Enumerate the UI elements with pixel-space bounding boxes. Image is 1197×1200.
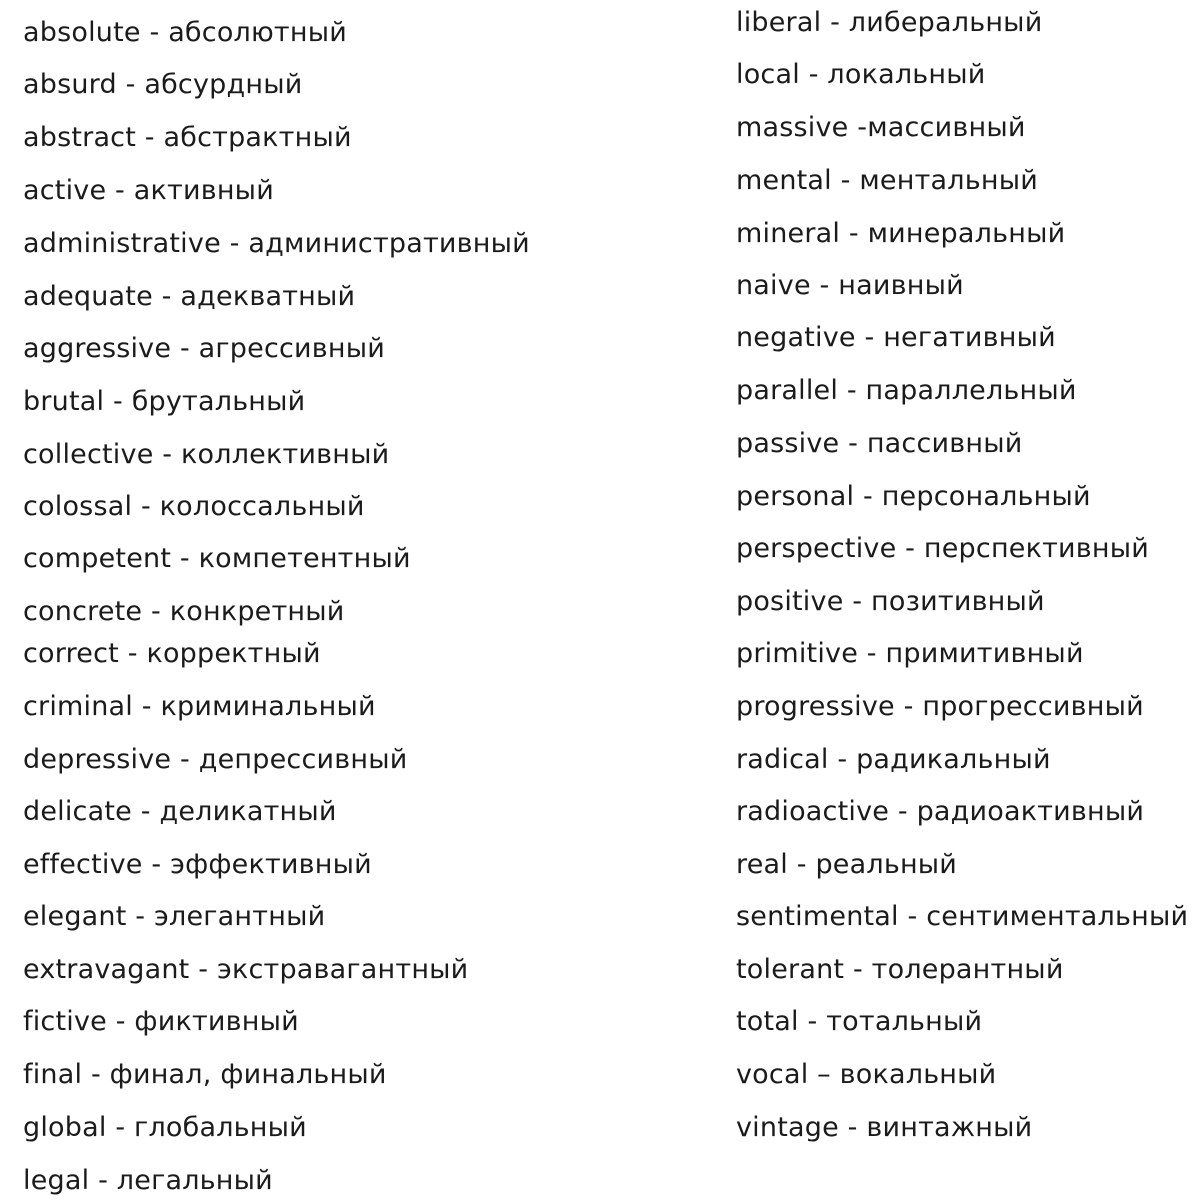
word-pair: positive - позитивный bbox=[736, 586, 1045, 617]
word-pair: abstract - абстрактный bbox=[23, 122, 352, 153]
word-pair: extravagant - экстравагантный bbox=[23, 954, 469, 985]
word-pair: mental - ментальный bbox=[736, 165, 1038, 196]
word-pair: depressive - депрессивный bbox=[23, 744, 408, 775]
word-pair: aggressive - агрессивный bbox=[23, 333, 386, 364]
word-pair: adequate - адекватный bbox=[23, 281, 356, 312]
word-pair: absolute - абсолютный bbox=[23, 17, 347, 48]
word-pair: vocal – вокальный bbox=[736, 1059, 997, 1090]
word-pair: absurd - абсурдный bbox=[23, 69, 303, 100]
word-pair: primitive - примитивный bbox=[736, 638, 1084, 669]
word-pair: progressive - прогрессивный bbox=[736, 691, 1144, 722]
word-pair: competent - компетентный bbox=[23, 543, 411, 574]
word-pair: legal - легальный bbox=[23, 1165, 273, 1196]
word-pair: tolerant - толерантный bbox=[736, 954, 1064, 985]
word-pair: real - реальный bbox=[736, 849, 958, 880]
word-pair: parallel - параллельный bbox=[736, 375, 1077, 406]
word-pair: personal - персональный bbox=[736, 481, 1091, 512]
word-pair: radioactive - радиоактивный bbox=[736, 796, 1145, 827]
word-pair: active - активный bbox=[23, 175, 274, 206]
word-pair: radical - радикальный bbox=[736, 744, 1051, 775]
word-pair: brutal - брутальный bbox=[23, 386, 306, 417]
word-pair: mineral - минеральный bbox=[736, 218, 1066, 249]
word-pair: perspective - перспективный bbox=[736, 533, 1150, 564]
word-pair: naive - наивный bbox=[736, 270, 964, 301]
word-pair: delicate - деликатный bbox=[23, 796, 337, 827]
word-pair: sentimental - сентиментальный bbox=[736, 901, 1189, 932]
word-pair: elegant - элегантный bbox=[23, 901, 326, 932]
word-pair: collective - коллективный bbox=[23, 439, 390, 470]
word-pair: final - финал, финальный bbox=[23, 1059, 387, 1090]
word-pair: concrete - конкретный bbox=[23, 596, 345, 627]
word-pair: vintage - винтажный bbox=[736, 1112, 1033, 1143]
word-pair: administrative - административный bbox=[23, 228, 530, 259]
word-pair: colossal - колоссальный bbox=[23, 491, 365, 522]
word-pair: effective - эффективный bbox=[23, 849, 372, 880]
word-pair: passive - пассивный bbox=[736, 428, 1023, 459]
word-pair: liberal - либеральный bbox=[736, 7, 1043, 38]
word-pair: local - локальный bbox=[736, 59, 986, 90]
word-pair: massive -массивный bbox=[736, 112, 1026, 143]
word-pair: correct - корректный bbox=[23, 638, 321, 669]
word-pair: global - глобальный bbox=[23, 1112, 307, 1143]
word-pair: fictive - фиктивный bbox=[23, 1006, 299, 1037]
word-pair: negative - негативный bbox=[736, 322, 1056, 353]
word-pair: criminal - криминальный bbox=[23, 691, 376, 722]
word-pair: total - тотальный bbox=[736, 1006, 983, 1037]
